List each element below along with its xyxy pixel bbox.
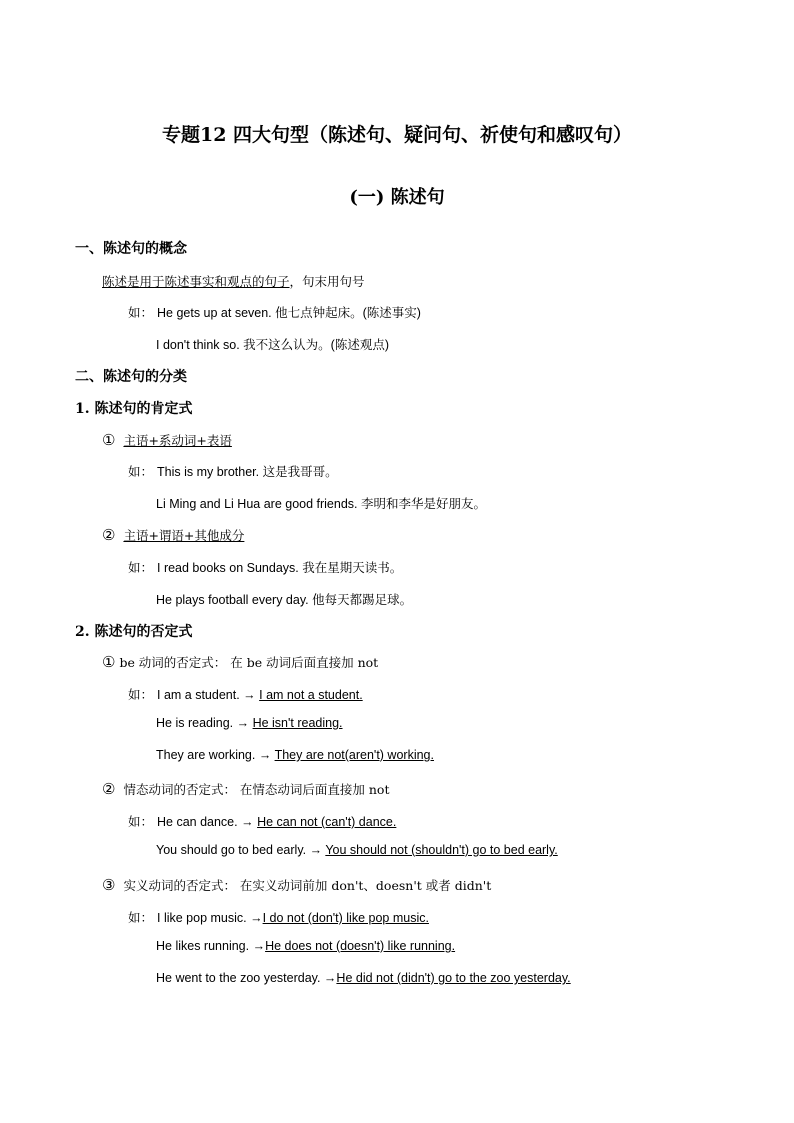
list-item — [102, 526, 244, 544]
heading-classification: 二、陈述句的分类 — [75, 369, 187, 385]
example-answer: I am not a student. — [259, 688, 363, 702]
example-text: He is reading. → — [156, 716, 253, 730]
example-text: You should go to bed early. → — [156, 843, 326, 857]
example-answer: He isn't reading. — [252, 716, 343, 730]
definition-rest: ，句末用句号 — [289, 274, 365, 289]
example-answer: He does not (doesn't) like running. — [265, 939, 456, 953]
section-title: (一) 陈述句 — [349, 187, 445, 208]
example-answer: You should not (shouldn't) go to bed early. — [325, 843, 558, 857]
example-line — [128, 303, 421, 321]
example-prefix: 如： — [128, 910, 154, 925]
page-title: 专题12 四大句型（陈述句、疑问句、祈使句和感叹句） — [161, 124, 633, 146]
list-item — [102, 653, 378, 671]
example-answer: They are not(aren't) working. — [274, 748, 434, 762]
example-line — [128, 462, 338, 480]
list-item — [102, 876, 491, 894]
example-text: He can dance. → — [157, 815, 258, 829]
number-marker: ① — [102, 431, 116, 449]
rule-label: be 动词的否定式： 在 be 动词后面直接加 not — [119, 655, 379, 670]
number-marker: ② — [102, 780, 116, 798]
example-prefix: 如： — [128, 687, 154, 702]
example-prefix: 如： — [128, 305, 154, 320]
example-line — [128, 812, 396, 830]
definition-line — [102, 272, 365, 290]
heading-affirmative: 1. 陈述句的肯定式 — [75, 401, 193, 417]
example-text: I don't think so. 我不这么认为。(陈述观点) — [156, 338, 389, 352]
heading-concept: 一、陈述句的概念 — [75, 241, 187, 257]
example-line — [156, 843, 558, 857]
example-text: They are working. → — [156, 748, 275, 762]
example-prefix: 如： — [128, 464, 154, 479]
list-item — [102, 431, 232, 449]
pattern-label: 主语+系动词+表语 — [123, 433, 232, 448]
example-prefix: 如： — [128, 814, 154, 829]
example-text: Li Ming and Li Hua are good friends. 李明和李华是好朋友。 — [156, 497, 486, 511]
example-answer: I do not (don't) like pop music. — [262, 911, 429, 925]
example-line — [128, 908, 429, 926]
example-prefix: 如： — [128, 560, 154, 575]
number-marker: ② — [102, 526, 116, 544]
definition-underlined: 陈述是用于陈述事实和观点的句子 — [102, 274, 290, 289]
list-item — [102, 780, 390, 798]
example-text: I read books on Sundays. 我在星期天读书。 — [157, 561, 403, 575]
example-text: This is my brother. 这是我哥哥。 — [157, 465, 338, 479]
example-answer: He can not (can't) dance. — [257, 815, 397, 829]
example-text: He plays football every day. 他每天都踢足球。 — [156, 593, 413, 607]
example-line — [128, 685, 363, 703]
example-line — [156, 748, 434, 762]
rule-label: 情态动词的否定式： 在情态动词后面直接加 not — [123, 782, 390, 797]
example-answer: He did not (didn't) go to the zoo yesterday. — [336, 971, 571, 985]
example-text: He likes running. → — [156, 939, 266, 953]
rule-label: 实义动词的否定式： 在实义动词前加 don't、doesn't 或者 didn't — [123, 878, 492, 893]
example-line — [156, 716, 343, 730]
number-marker: ① — [102, 653, 116, 671]
example-text: I like pop music. → — [157, 911, 263, 925]
example-line — [156, 971, 571, 985]
example-text: He went to the zoo yesterday. → — [156, 971, 337, 985]
example-line — [156, 939, 455, 953]
example-text: He gets up at seven. 他七点钟起床。(陈述事实) — [157, 306, 421, 320]
example-text: I am a student. → — [157, 688, 260, 702]
heading-negative: 2. 陈述句的否定式 — [75, 624, 193, 640]
number-marker: ③ — [102, 876, 116, 894]
pattern-label: 主语+谓语+其他成分 — [123, 528, 245, 543]
example-line — [128, 558, 402, 576]
